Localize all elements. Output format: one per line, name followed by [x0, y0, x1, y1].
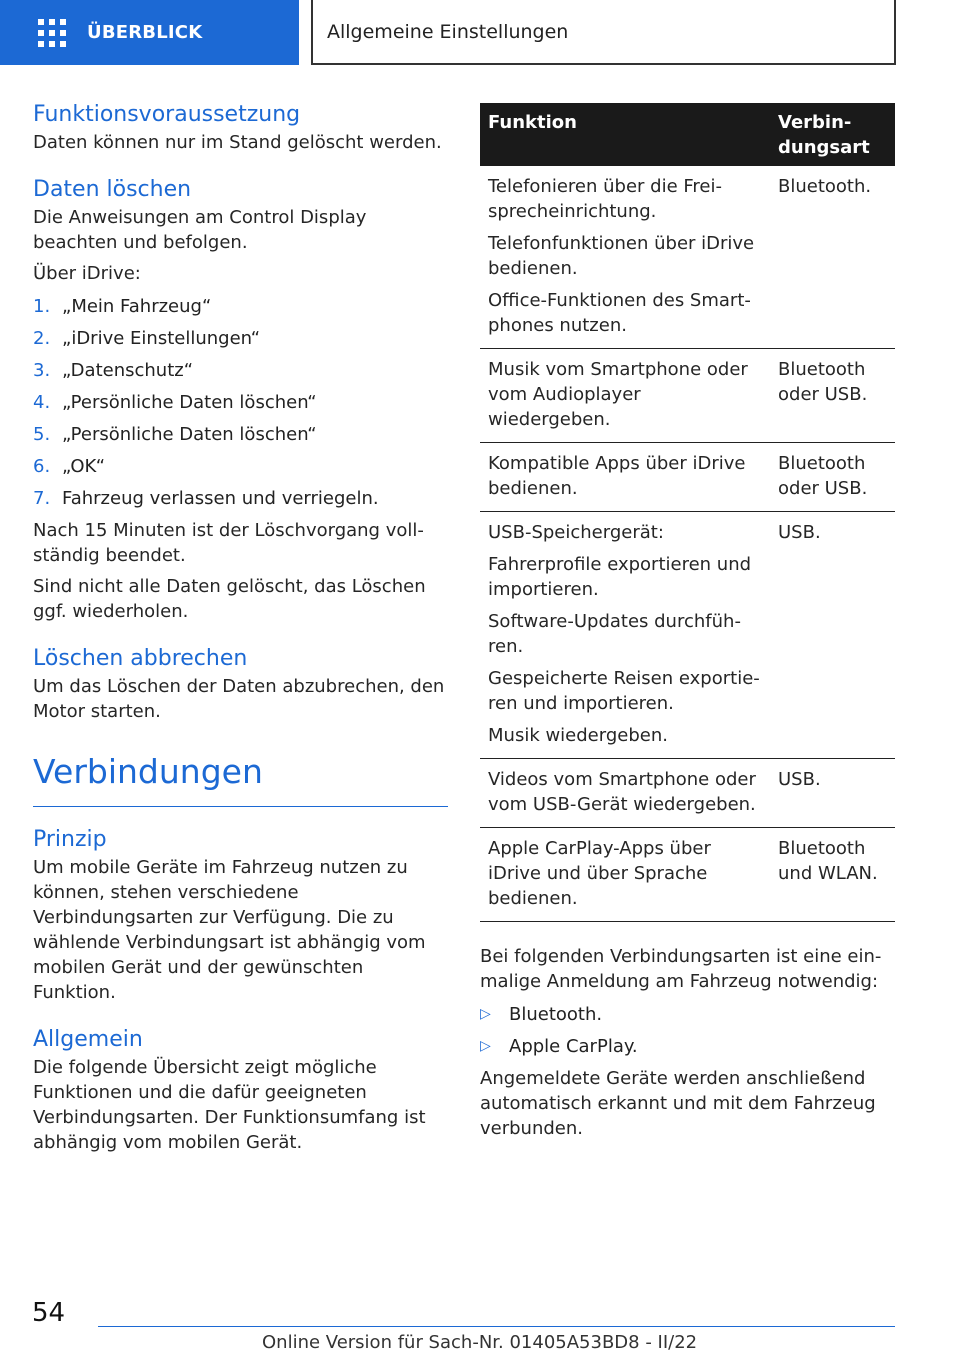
cell-text: Videos vom Smartphone oder vom USB-Gerät wiedergeben. — [488, 769, 756, 815]
cell-verbindungsart: Bluetooth oder USB. — [770, 443, 895, 512]
step-number: 7. — [33, 488, 51, 509]
grid-menu-icon — [38, 19, 66, 47]
cell-verbindungsart: USB. — [770, 759, 895, 828]
cell-funktion — [480, 512, 770, 759]
table-header-row — [480, 103, 895, 166]
right-column — [480, 103, 895, 1141]
column-header-funktion: Funktion — [480, 103, 770, 166]
cell-text: Software-Updates durchführen. — [488, 611, 741, 657]
step-number: 3. — [33, 360, 51, 381]
list-item — [33, 422, 448, 447]
text-nicht-alle-geloescht: Sind nicht alle Daten gelöscht, das Löschen ggf. wiederholen. — [33, 576, 426, 622]
bullet-text: Apple CarPlay. — [509, 1036, 638, 1057]
cell-text: Musik wiedergeben. — [488, 725, 668, 746]
heading-funktionsvoraussetzung: Funktionsvoraussetzung — [33, 102, 301, 127]
step-text: Fahrzeug verlassen und verriegeln. — [62, 488, 379, 509]
footer-online-version: Online Version für Sach-Nr. 01405A53BD8 - II/22 — [262, 1332, 698, 1353]
text-daten-loeschen-2: Über iDrive: — [33, 263, 141, 284]
step-number: 4. — [33, 392, 51, 413]
triangle-bullet-icon: ▷ — [480, 1038, 491, 1054]
footer-divider — [98, 1326, 895, 1327]
table-row — [480, 512, 895, 759]
step-number: 5. — [33, 424, 51, 445]
heading-allgemein: Allgemein — [33, 1027, 143, 1052]
table-row — [480, 443, 895, 512]
list-item — [33, 486, 448, 511]
step-number: 1. — [33, 296, 51, 317]
cell-text: Office-Funktionen des Smartphones nutzen. — [488, 290, 751, 336]
list-item — [33, 358, 448, 383]
section-tab-ueberblick[interactable] — [0, 0, 299, 65]
heading-verbindungen: Verbindungen — [33, 750, 448, 807]
cell-verbindungsart: Bluetooth. — [770, 166, 895, 349]
cell-verbindungsart: Bluetooth und WLAN. — [770, 828, 895, 922]
text-bei-folgenden: Bei folgenden Verbindungsarten ist eine einmalige Anmeldung am Fahrzeug notwendig: — [480, 946, 882, 992]
heading-daten-loeschen: Daten löschen — [33, 177, 192, 202]
list-item — [33, 294, 448, 319]
step-number: 2. — [33, 328, 51, 349]
bullet-text: Bluetooth. — [509, 1004, 603, 1025]
table-row — [480, 759, 895, 828]
cell-verbindungsart: Bluetooth oder USB. — [770, 349, 895, 443]
connection-table — [480, 103, 895, 922]
steps-list — [33, 294, 448, 511]
cell-funktion — [480, 828, 770, 922]
cell-funktion — [480, 349, 770, 443]
heading-prinzip: Prinzip — [33, 827, 107, 852]
text-prinzip: Um mobile Geräte im Fahrzeug nutzen zu können, stehen verschiedene Verbindungsarten zur Verfügung. Die zu wählende Verbindungsart ist abhängig vom mobilen Gerät und der gewünschten Funktion. — [33, 857, 426, 1003]
chapter-title: Allgemeine Einstellungen — [311, 0, 896, 65]
heading-loeschen-abbrechen: Löschen abbrechen — [33, 646, 248, 671]
step-text: „Mein Fahrzeug“ — [62, 296, 212, 317]
list-item — [33, 390, 448, 415]
table-row — [480, 828, 895, 922]
text-loeschen-abbrechen: Um das Löschen der Daten abzubrechen, den Motor starten. — [33, 676, 445, 722]
section-label: ÜBERBLICK — [87, 22, 203, 43]
cell-text: Telefonfunktionen über iDrive bedienen. — [488, 233, 755, 279]
cell-text: Telefonieren über die Freisprecheinrichtung. — [488, 176, 723, 222]
cell-text: Apple CarPlay-Apps über iDrive und über Sprache bedienen. — [488, 838, 711, 909]
cell-funktion — [480, 443, 770, 512]
cell-text: Gespeicherte Reisen exportieren und importieren. — [488, 668, 760, 714]
table-row — [480, 166, 895, 349]
list-item — [33, 326, 448, 351]
page-number: 54 — [32, 1298, 66, 1328]
cell-text: Kompatible Apps über iDrive bedienen. — [488, 453, 746, 499]
cell-text: Fahrerprofile exportieren und importieren. — [488, 554, 752, 600]
list-item — [480, 1034, 895, 1059]
step-text: „Persönliche Daten löschen“ — [62, 424, 317, 445]
cell-funktion — [480, 759, 770, 828]
text-funktionsvoraussetzung: Daten können nur im Stand gelöscht werden. — [33, 132, 442, 153]
cell-verbindungsart: USB. — [770, 512, 895, 759]
step-number: 6. — [33, 456, 51, 477]
step-text: „iDrive Einstellungen“ — [62, 328, 261, 349]
cell-funktion — [480, 166, 770, 349]
left-column — [33, 100, 448, 1155]
triangle-bullet-icon: ▷ — [480, 1006, 491, 1022]
text-angemeldete-geraete: Angemeldete Geräte werden anschließend automatisch erkannt und mit dem Fahrzeug verbunden. — [480, 1068, 876, 1139]
text-daten-loeschen-1: Die Anweisungen am Control Display beachten und befolgen. — [33, 207, 367, 253]
bullet-list — [480, 1002, 895, 1059]
column-header-verbindungsart: Verbindungsart — [770, 103, 895, 166]
cell-text: USB-Speichergerät: — [488, 522, 664, 543]
text-allgemein: Die folgende Übersicht zeigt mögliche Funktionen und die dafür geeigneten Verbindungsarten. Der Funktionsumfang ist abhängig vom mobilen Gerät. — [33, 1057, 426, 1153]
table-row — [480, 349, 895, 443]
cell-text: Musik vom Smartphone oder vom Audioplayer wiedergeben. — [488, 359, 748, 430]
text-nach-15-minuten: Nach 15 Minuten ist der Löschvorgang vollständig beendet. — [33, 520, 424, 566]
step-text: „Datenschutz“ — [62, 360, 194, 381]
step-text: „OK“ — [62, 456, 106, 477]
list-item — [480, 1002, 895, 1027]
list-item — [33, 454, 448, 479]
step-text: „Persönliche Daten löschen“ — [62, 392, 317, 413]
